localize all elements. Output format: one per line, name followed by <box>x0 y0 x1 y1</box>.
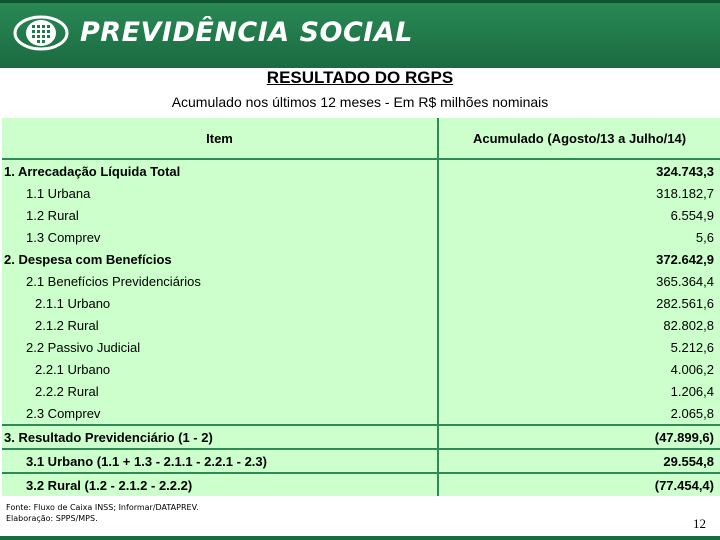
bottom-bar <box>0 536 720 540</box>
table-row <box>2 358 720 380</box>
row-value: (77.454,4) <box>438 473 720 496</box>
previdencia-logo-icon <box>12 13 70 53</box>
row-label: 1. Arrecadação Líquida Total <box>2 159 438 182</box>
row-value: (47.899,6) <box>438 425 720 449</box>
row-value: 324.743,3 <box>438 159 720 182</box>
table-row <box>2 270 720 292</box>
row-label: 2.1.1 Urbano <box>2 292 438 314</box>
table-row <box>2 473 720 496</box>
table-header-row <box>2 118 720 159</box>
row-value: 82.802,8 <box>438 314 720 336</box>
table-row <box>2 248 720 270</box>
table-row <box>2 449 720 473</box>
row-value: 5,6 <box>438 226 720 248</box>
header-bar <box>0 0 720 68</box>
footer-notes <box>6 502 199 524</box>
table-row <box>2 159 720 182</box>
row-label: 2.2.2 Rural <box>2 380 438 402</box>
footer-source: Fonte: Fluxo de Caixa INSS; Informar/DATAPREV. <box>6 503 199 512</box>
row-value: 372.642,9 <box>438 248 720 270</box>
table-row <box>2 182 720 204</box>
row-label: 1.3 Comprev <box>2 226 438 248</box>
table-row <box>2 425 720 449</box>
row-value: 318.182,7 <box>438 182 720 204</box>
table-row <box>2 336 720 358</box>
row-value: 1.206,4 <box>438 380 720 402</box>
table-row <box>2 292 720 314</box>
row-value: 4.006,2 <box>438 358 720 380</box>
row-label: 2.1.2 Rural <box>2 314 438 336</box>
column-header-accumulated: Acumulado (Agosto/13 a Julho/14) <box>438 118 720 159</box>
results-table <box>2 118 720 496</box>
row-label: 3.1 Urbano (1.1 + 1.3 - 2.1.1 - 2.2.1 - 2.3) <box>2 449 438 473</box>
column-header-item: Item <box>2 118 438 159</box>
row-value: 6.554,9 <box>438 204 720 226</box>
row-value: 29.554,8 <box>438 449 720 473</box>
row-label: 2.2 Passivo Judicial <box>2 336 438 358</box>
brand-title: PREVIDÊNCIA SOCIAL <box>80 17 413 48</box>
row-value: 365.364,4 <box>438 270 720 292</box>
table-row <box>2 314 720 336</box>
table-row <box>2 204 720 226</box>
table-row <box>2 380 720 402</box>
page-subtitle: Acumulado nos últimos 12 meses - Em R$ milhões nominais <box>171 94 549 110</box>
table-row <box>2 402 720 425</box>
row-label: 1.2 Rural <box>2 204 438 226</box>
row-value: 5.212,6 <box>438 336 720 358</box>
table-row <box>2 226 720 248</box>
page-title: RESULTADO DO RGPS <box>266 68 454 87</box>
row-label: 2.3 Comprev <box>2 402 438 425</box>
header-top-line <box>0 0 720 3</box>
row-value: 282.561,6 <box>438 292 720 314</box>
row-label: 2.2.1 Urbano <box>2 358 438 380</box>
row-value: 2.065,8 <box>438 402 720 425</box>
footer-prepared: Elaboração: SPPS/MPS. <box>6 514 98 523</box>
row-label: 1.1 Urbana <box>2 182 438 204</box>
row-label: 3. Resultado Previdenciário (1 - 2) <box>2 425 438 449</box>
row-label: 2. Despesa com Benefícios <box>2 248 438 270</box>
page-number: 12 <box>693 516 706 531</box>
row-label: 2.1 Benefícios Previdenciários <box>2 270 438 292</box>
row-label: 3.2 Rural (1.2 - 2.1.2 - 2.2.2) <box>2 473 438 496</box>
